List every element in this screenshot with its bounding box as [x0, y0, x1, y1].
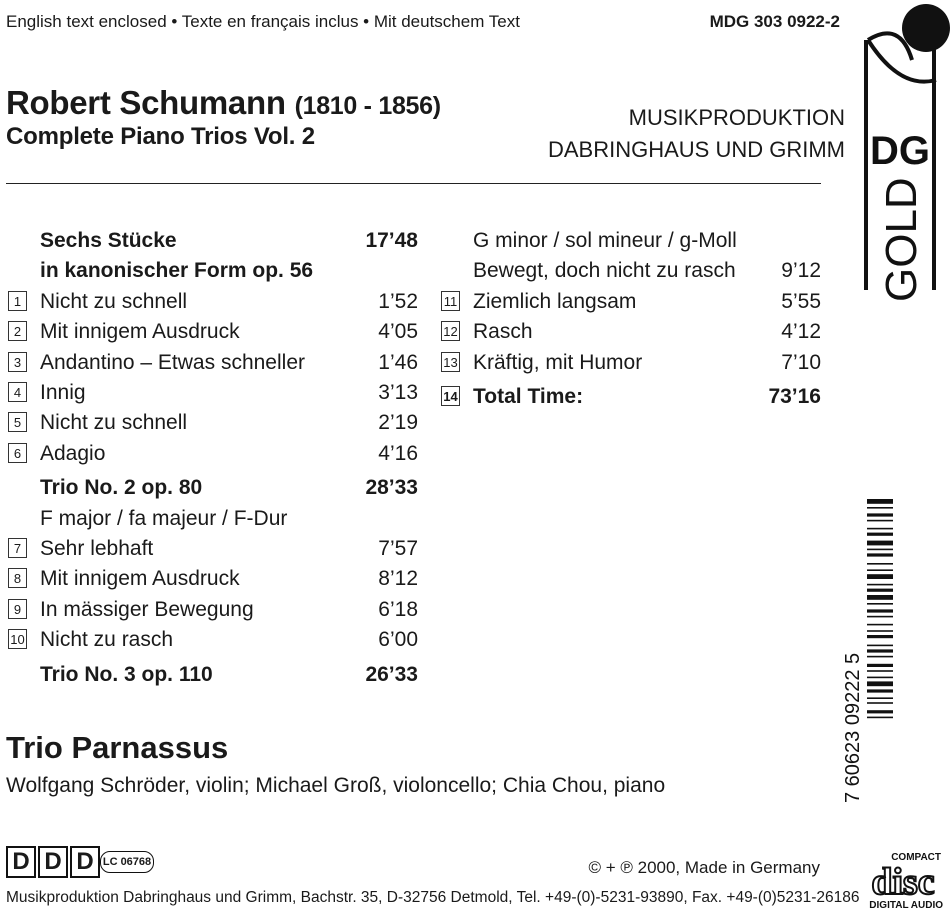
track-row — [8, 595, 418, 625]
track-number-box: 1 — [8, 291, 27, 311]
track-row — [441, 382, 821, 412]
barcode-bar — [867, 677, 893, 679]
track-title: Trio No. 2 op. 80 — [40, 476, 203, 500]
track-title: G minor / sol mineur / g-Moll — [473, 229, 737, 252]
mdg-gold-logo — [850, 0, 950, 310]
barcode-bar — [867, 541, 893, 546]
track-row — [441, 226, 821, 256]
musicians-list: Wolfgang Schröder, violin; Michael Groß, violoncello; Chia Chou, piano — [6, 774, 666, 797]
track-number-box: 14 — [441, 386, 460, 406]
track-duration: 4’12 — [781, 320, 821, 344]
barcode-bar — [867, 499, 893, 504]
track-row — [441, 287, 821, 317]
barcode-bar — [867, 649, 893, 652]
track-duration: 26’33 — [365, 662, 418, 686]
barcode-bar — [867, 681, 893, 686]
track-duration: 28’33 — [365, 476, 418, 500]
performer-name: Trio Parnassus — [6, 730, 229, 765]
track-duration: 1’52 — [378, 289, 418, 313]
barcode-bar — [867, 520, 893, 522]
track-title: Innig — [40, 381, 86, 404]
track-duration: 3’13 — [378, 381, 418, 404]
track-title: Trio No. 3 op. 110 — [40, 662, 213, 686]
track-row — [8, 660, 418, 690]
track-number-box: 10 — [8, 629, 27, 649]
spars-letter-1: D — [6, 846, 36, 878]
track-number-box: 6 — [8, 443, 27, 463]
track-row — [441, 256, 821, 286]
barcode-bar — [867, 507, 893, 509]
cd-logo-top: COMPACT — [891, 852, 941, 863]
barcode-bar — [867, 645, 893, 647]
track-row — [8, 317, 418, 347]
track-title: Sechs Stücke — [40, 229, 177, 252]
spars-letter-3: D — [70, 846, 100, 878]
barcode — [842, 495, 895, 805]
track-row — [8, 287, 418, 317]
barcode-bar — [867, 589, 893, 592]
track-title: Nicht zu rasch — [40, 628, 174, 652]
album-title: Complete Piano Trios Vol. 2 — [6, 123, 315, 150]
barcode-bar — [867, 670, 893, 672]
publisher-address: Musikproduktion Dabringhaus und Grimm, Bachstr. 35, D-32756 Detmold, Tel. +49-(0)-5231-93890, Fax. +49-(0)5231-26186 — [6, 889, 860, 906]
track-duration: 73’16 — [768, 385, 821, 408]
track-duration: 4’05 — [378, 320, 418, 344]
barcode-bar — [867, 630, 893, 632]
track-row — [441, 348, 821, 378]
track-title: Sehr lebhaft — [40, 537, 154, 560]
track-row — [8, 564, 418, 594]
barcode-bar — [867, 689, 893, 692]
track-row — [8, 439, 418, 469]
barcode-bar — [867, 664, 893, 667]
track-number-box: 12 — [441, 321, 460, 341]
track-title: Rasch — [473, 320, 533, 344]
label-code-badge: LC 06768 — [100, 851, 154, 873]
barcode-bar — [867, 584, 893, 586]
header-divider — [6, 183, 821, 184]
track-duration: 4’16 — [378, 441, 418, 465]
track-title: Ziemlich langsam — [473, 289, 637, 313]
logo-dg-text: DG — [870, 129, 930, 173]
cd-logo-mid: disc — [871, 861, 935, 903]
track-number-box: 11 — [441, 291, 460, 311]
barcode-bar — [867, 553, 893, 556]
logo-gold-text: GOLD — [877, 177, 926, 302]
barcode-bar — [867, 574, 893, 579]
track-duration: 7’10 — [781, 350, 821, 374]
barcode-bar — [867, 710, 893, 713]
track-number-box: 13 — [441, 352, 460, 372]
track-title: Adagio — [40, 441, 106, 465]
barcode-bar — [867, 702, 893, 704]
track-duration: 9’12 — [781, 259, 821, 283]
track-title: In mässiger Bewegung — [40, 597, 254, 621]
barcode-bar — [867, 603, 893, 605]
spars-code — [6, 846, 102, 878]
track-duration: 1’46 — [378, 350, 418, 374]
barcode-bar — [867, 717, 893, 719]
barcode-bar — [867, 513, 893, 516]
track-row — [8, 625, 418, 655]
barcode-bar — [867, 697, 893, 699]
track-number-box: 2 — [8, 321, 27, 341]
track-duration: 6’00 — [378, 628, 418, 652]
barcode-bar — [867, 635, 893, 638]
barcode-bar — [867, 549, 893, 551]
barcode-bar — [867, 528, 893, 530]
track-row — [8, 348, 418, 378]
composer-heading — [6, 84, 441, 122]
track-duration: 8’12 — [378, 567, 418, 591]
track-title: Mit innigem Ausdruck — [40, 320, 240, 344]
barcode-bar — [867, 616, 893, 618]
track-row — [8, 378, 418, 408]
track-duration: 6’18 — [378, 597, 418, 621]
track-title: Kräftig, mit Humor — [473, 350, 643, 374]
compact-disc-logo — [855, 848, 945, 912]
track-row — [8, 256, 418, 286]
composer-name: Robert Schumann — [6, 84, 286, 121]
track-number-box: 7 — [8, 538, 27, 558]
barcode-bar — [867, 563, 893, 565]
languages-note: English text enclosed • Texte en français inclus • Mit deutschem Text — [6, 12, 520, 31]
track-number-box: 3 — [8, 352, 27, 372]
track-number-box: 4 — [8, 382, 27, 402]
track-number-box: 5 — [8, 412, 27, 432]
track-title: Nicht zu schnell — [40, 411, 188, 435]
catalog-number: MDG 303 0922-2 — [709, 12, 840, 31]
track-title: Nicht zu schnell — [40, 289, 188, 313]
track-title: Total Time: — [473, 385, 584, 408]
track-row — [441, 317, 821, 347]
track-title: Mit innigem Ausdruck — [40, 567, 240, 591]
spars-letter-2: D — [38, 846, 68, 878]
track-duration: 5’55 — [781, 289, 821, 313]
track-row — [8, 504, 418, 534]
track-title: Bewegt, doch nicht zu rasch — [473, 259, 736, 283]
barcode-digits: 7 60623 09222 5 — [842, 652, 864, 803]
label-name — [548, 102, 845, 166]
label-line-1: MUSIKPRODUKTION — [628, 105, 845, 130]
track-title: Andantino – Etwas schneller — [40, 350, 305, 374]
track-title: in kanonischer Form op. 56 — [40, 259, 314, 283]
barcode-bar — [867, 656, 893, 658]
barcode-bar — [867, 595, 893, 600]
track-duration: 17’48 — [365, 229, 418, 252]
track-duration: 7’57 — [378, 537, 418, 560]
track-number-box: 9 — [8, 599, 27, 619]
label-line-2: DABRINGHAUS UND GRIMM — [547, 137, 845, 162]
barcode-bar — [867, 569, 893, 571]
barcode-bar — [867, 533, 893, 536]
track-title: F major / fa majeur / F-Dur — [40, 506, 288, 530]
track-row — [8, 534, 418, 564]
track-row — [8, 226, 418, 256]
cd-logo-bottom: DIGITAL AUDIO — [869, 900, 943, 911]
track-duration: 2’19 — [378, 411, 418, 435]
barcode-bar — [867, 609, 893, 612]
track-row — [8, 473, 418, 503]
barcode-bar — [867, 624, 893, 626]
track-row — [8, 408, 418, 438]
copyright-note: © + ℗ 2000, Made in Germany — [588, 858, 820, 877]
composer-dates: (1810 - 1856) — [294, 92, 441, 120]
track-number-box: 8 — [8, 568, 27, 588]
